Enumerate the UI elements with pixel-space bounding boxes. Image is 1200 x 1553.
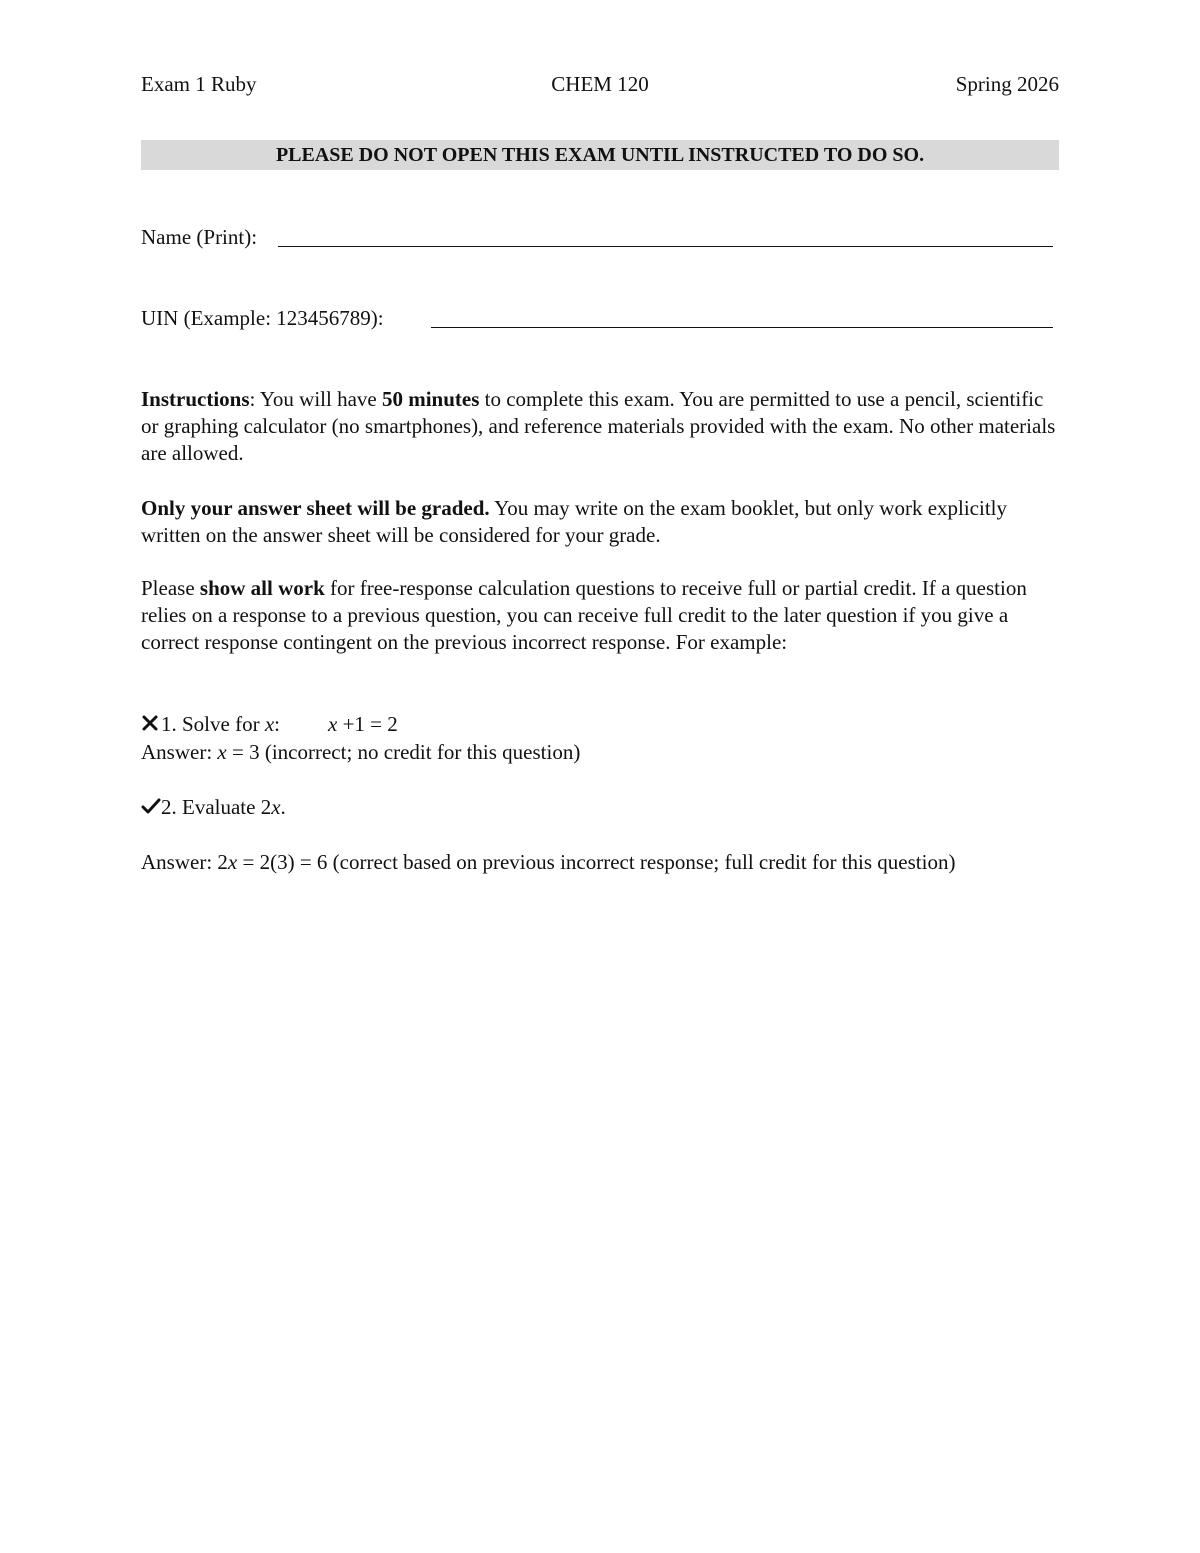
- instructions-label: Instructions: [141, 387, 250, 411]
- page-header: [141, 72, 1059, 100]
- exam-duration: 50 minutes: [381, 387, 480, 411]
- name-label: Name (Print):: [141, 225, 258, 249]
- uin-field[interactable]: [141, 306, 1059, 336]
- show-work-paragraph: Please show all work for free-response calculation questions to receive full or partial credit. If a question relies on a response to a previous question, you can receive full credit to the later question if you give a correct response contingent on the previous incorrect response. For example:: [141, 576, 1027, 654]
- name-blank-line[interactable]: [278, 246, 1053, 247]
- course-code: CHEM 120: [551, 72, 649, 96]
- exam-title: Exam 1 Ruby: [141, 72, 257, 96]
- show-work-emphasis: show all work: [199, 576, 325, 600]
- example-question-2: 2. Evaluate 2x.: [141, 793, 1071, 821]
- term: Spring 2026: [955, 72, 1059, 96]
- example-answer-2: Answer: 2x = 2(3) = 6 (correct based on previous incorrect response; full credit for this question): [141, 850, 956, 874]
- cross-icon: [141, 710, 161, 738]
- instructions-paragraph: Instructions: You will have 50 minutes to complete this exam. You are permitted to use a pencil, scientific or graphing calculator (no smartphones), and reference materials provided with the exam. No other materials are allowed.: [141, 387, 1056, 465]
- warning-banner: PLEASE DO NOT OPEN THIS EXAM UNTIL INSTRUCTED TO DO SO.: [141, 140, 1059, 170]
- answer-sheet-paragraph: Only your answer sheet will be graded. You may write on the exam booklet, but only work explicitly written on the answer sheet will be considered for your grade.: [141, 496, 1008, 547]
- uin-label: UIN (Example: 123456789):: [141, 306, 384, 330]
- uin-blank-line[interactable]: [431, 327, 1053, 328]
- example-answer-1: Answer: x = 3 (incorrect; no credit for this question): [141, 740, 581, 764]
- example-question-1: 1. Solve for x: x +1 = 2: [141, 710, 1071, 738]
- answer-sheet-note: Only your answer sheet will be graded.: [141, 496, 490, 520]
- check-icon: [141, 793, 161, 821]
- name-field[interactable]: [141, 225, 1059, 255]
